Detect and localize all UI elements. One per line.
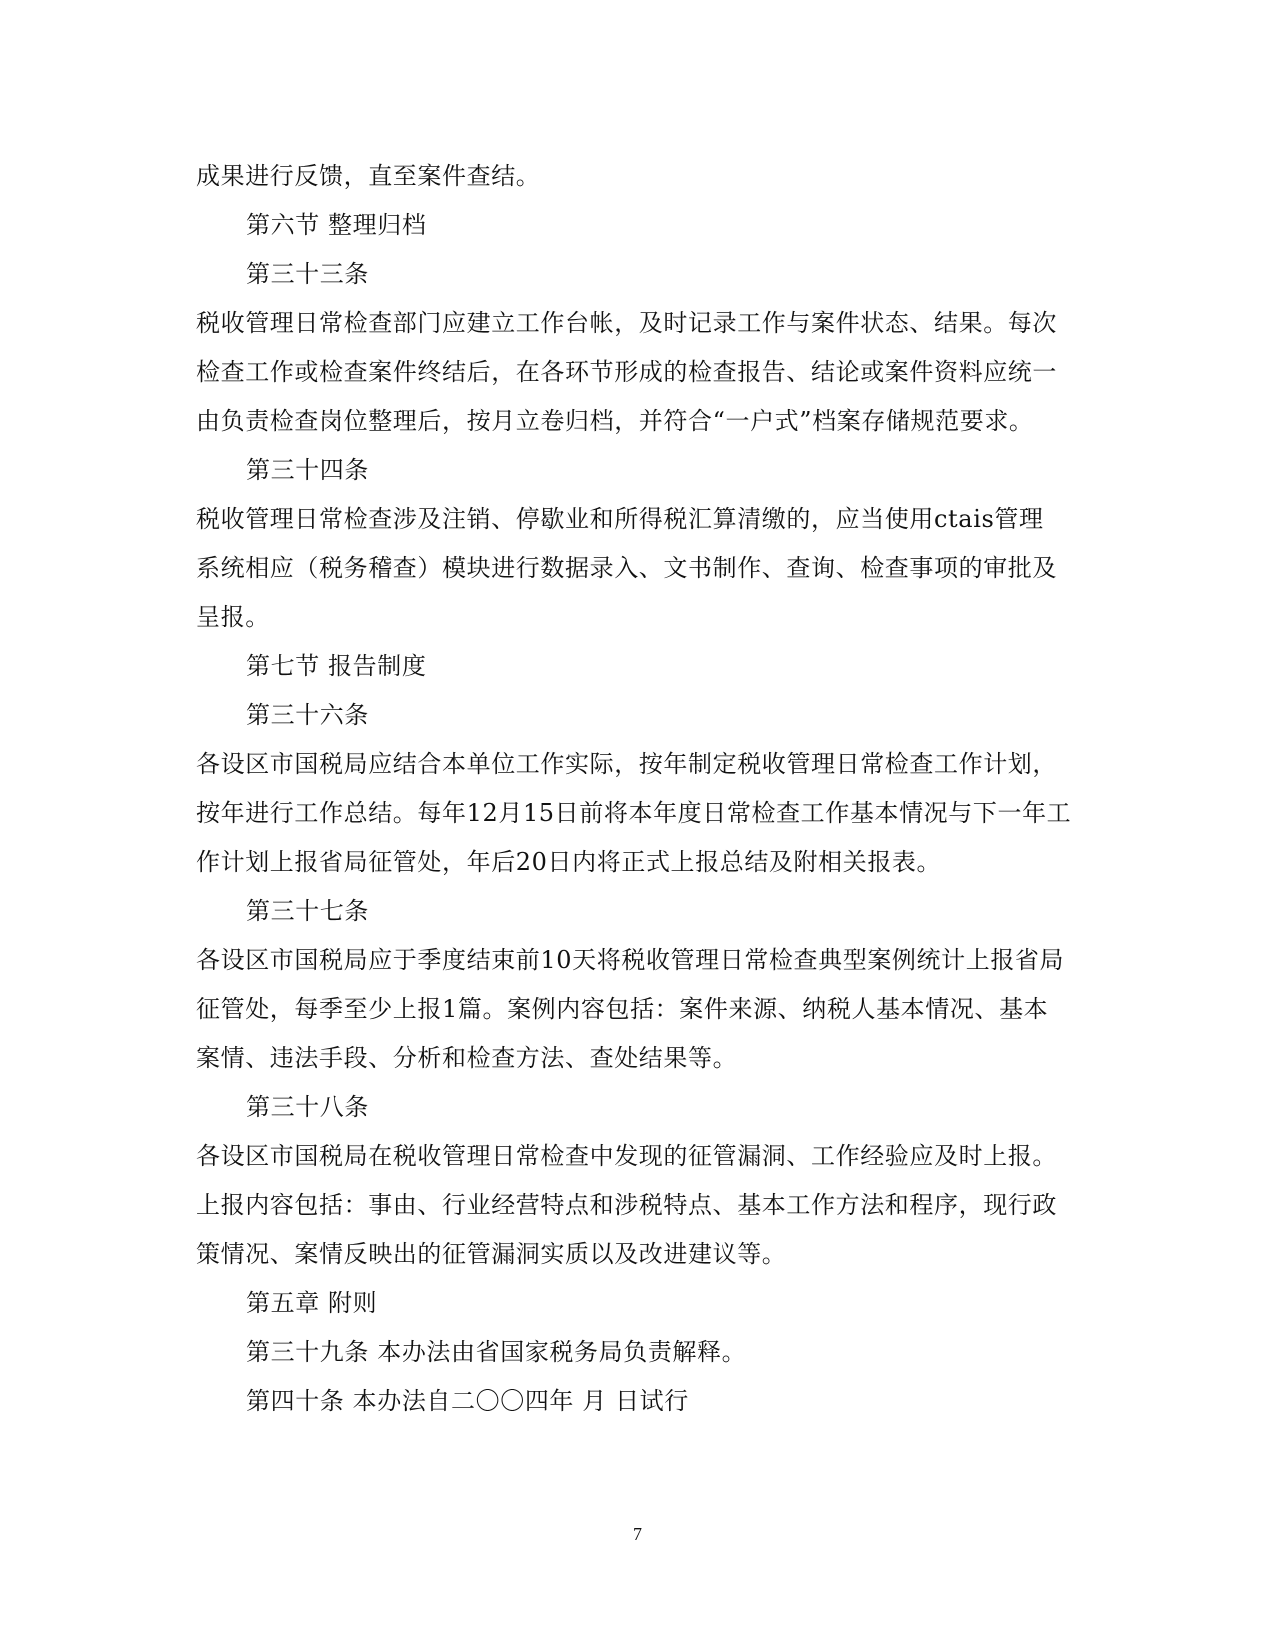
text-line: 作计划上报省局征管处，年后20日内将正式上报总结及附相关报表。 bbox=[196, 848, 942, 876]
text-line: 第三十四条 bbox=[246, 456, 369, 484]
text-line: 策情况、案情反映出的征管漏洞实质以及改进建议等。 bbox=[196, 1240, 787, 1268]
text-line: 税收管理日常检查涉及注销、停歇业和所得税汇算清缴的，应当使用ctais管理 bbox=[196, 505, 1044, 533]
text-line: 各设区市国税局在税收管理日常检查中发现的征管漏洞、工作经验应及时上报。 bbox=[196, 1142, 1057, 1170]
text-line: 税收管理日常检查部门应建立工作台帐，及时记录工作与案件状态、结果。每次 bbox=[196, 309, 1057, 337]
text-line: 第四十条 本办法自二〇〇四年 月 日试行 bbox=[246, 1387, 689, 1415]
text-line: 第三十八条 bbox=[246, 1093, 369, 1121]
text-line: 第三十七条 bbox=[246, 897, 369, 925]
page-number: 7 bbox=[633, 1524, 642, 1544]
text-line: 第三十三条 bbox=[246, 260, 369, 288]
text-line: 第三十九条 本办法由省国家税务局负责解释。 bbox=[246, 1338, 747, 1366]
text-line: 第五章 附则 bbox=[246, 1289, 378, 1317]
text-line: 各设区市国税局应于季度结束前10天将税收管理日常检查典型案例统计上报省局 bbox=[196, 946, 1065, 974]
text-line: 检查工作或检查案件终结后，在各环节形成的检查报告、结论或案件资料应统一 bbox=[196, 358, 1057, 386]
text-line: 各设区市国税局应结合本单位工作实际，按年制定税收管理日常检查工作计划， bbox=[196, 750, 1057, 778]
body-text bbox=[196, 152, 1076, 1426]
text-line: 案情、违法手段、分析和检查方法、查处结果等。 bbox=[196, 1044, 738, 1072]
text-line: 系统相应（税务稽查）模块进行数据录入、文书制作、查询、检查事项的审批及 bbox=[196, 554, 1057, 582]
text-line: 呈报。 bbox=[196, 603, 270, 631]
text-line: 上报内容包括：事由、行业经营特点和涉税特点、基本工作方法和程序，现行政 bbox=[196, 1191, 1057, 1219]
text-line: 第六节 整理归档 bbox=[246, 211, 427, 239]
text-line: 按年进行工作总结。每年12月15日前将本年度日常检查工作基本情况与下一年工 bbox=[196, 799, 1072, 827]
text-line: 成果进行反馈，直至案件查结。 bbox=[196, 162, 541, 190]
text-line: 征管处，每季至少上报1篇。案例内容包括：案件来源、纳税人基本情况、基本 bbox=[196, 995, 1049, 1023]
text-line: 第三十六条 bbox=[246, 701, 369, 729]
text-line: 由负责检查岗位整理后，按月立卷归档，并符合“一户式”档案存储规范要求。 bbox=[196, 407, 1034, 435]
text-line: 第七节 报告制度 bbox=[246, 652, 427, 680]
